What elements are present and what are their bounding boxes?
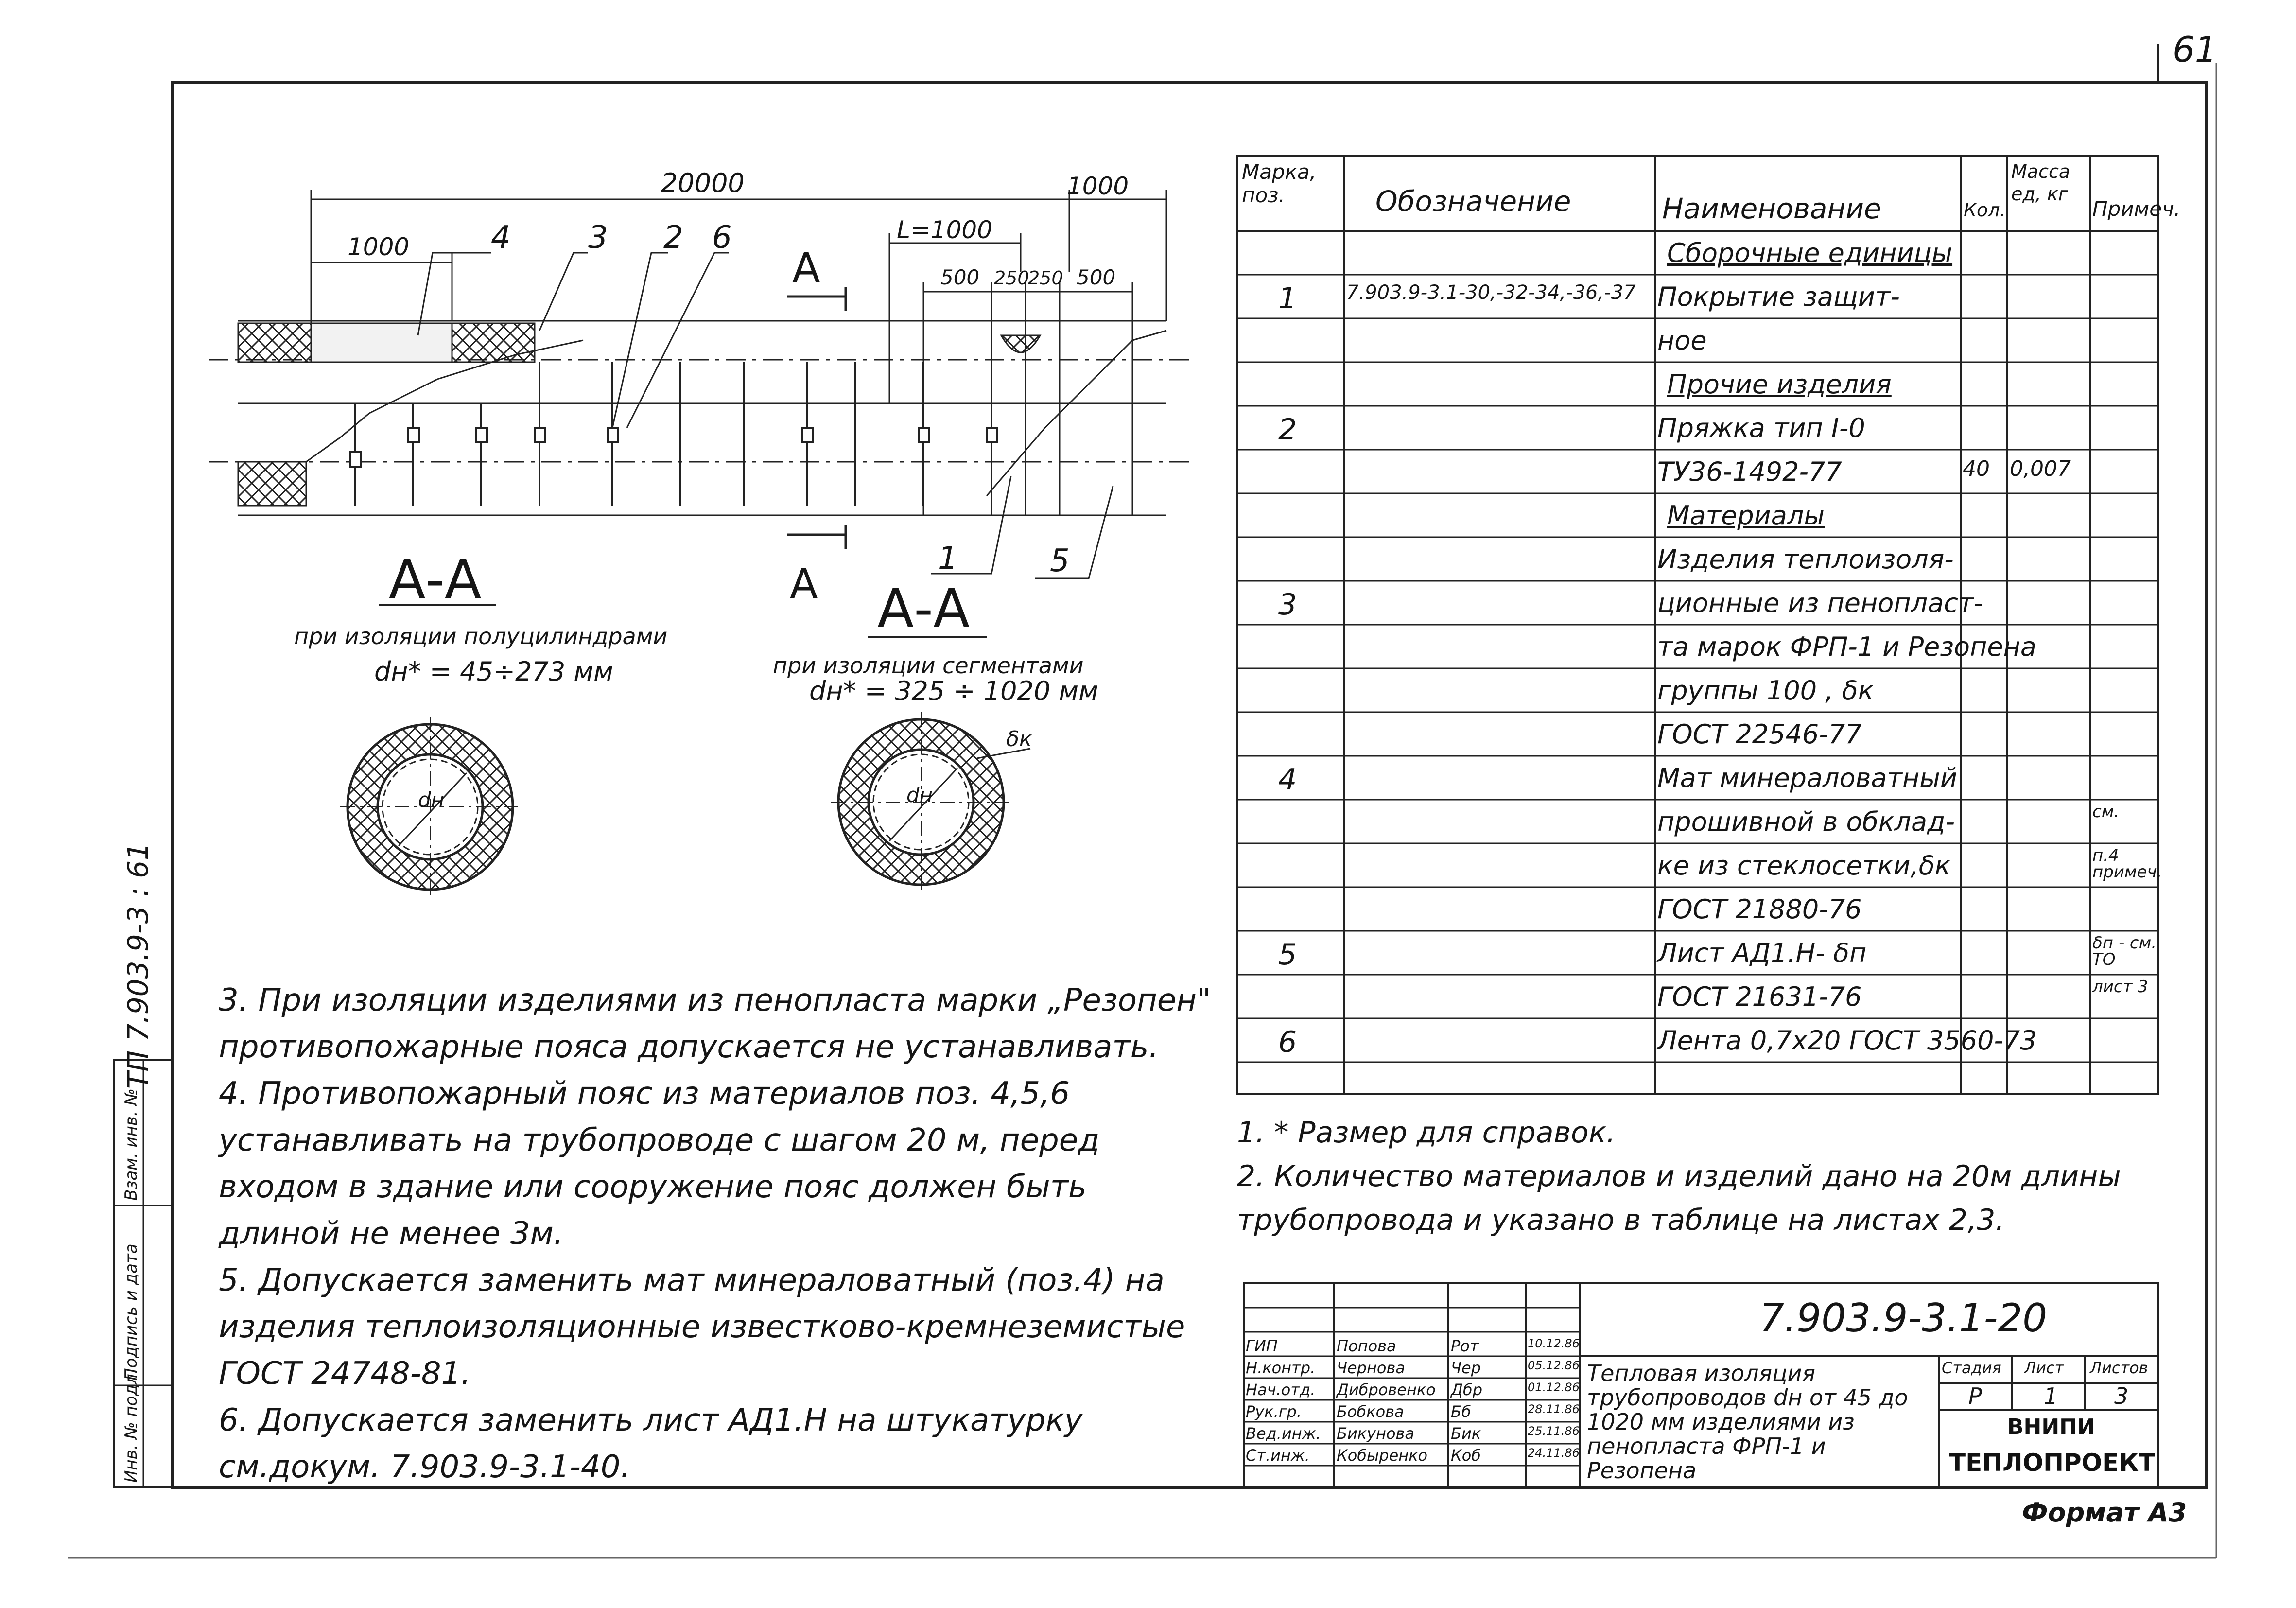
header-qty: Кол. — [1964, 199, 2006, 221]
dim-L: L=1000 — [897, 216, 992, 244]
note-2: 2. Количество материалов и изделий дано на 20м длины трубопровода и указано в таблице на листах 2,3. — [1237, 1159, 2121, 1237]
org-name-2: ТЕПЛОПРОЕКТ — [1949, 1449, 2156, 1477]
side-col-sign: Подпись и дата — [122, 1243, 141, 1381]
callout-6: 6 — [712, 220, 732, 256]
header-designation: Обозначение — [1375, 185, 1571, 218]
spec-pos: 3 — [1278, 588, 1297, 622]
section-right-caption: при изоляции сегментами — [773, 652, 1084, 679]
stage-value: Р — [1968, 1383, 1982, 1409]
spec-note: лист 3 — [2092, 977, 2148, 996]
side-col-inv: Инв. № подл. — [122, 1368, 141, 1483]
dim-total: 20000 — [661, 168, 745, 198]
label-dn-left: dн — [418, 788, 445, 812]
spec-designation: 7.903.9-3.1-30,-32-34,-36,-37 — [1346, 281, 1636, 304]
tb-name: Бикунова — [1337, 1424, 1414, 1443]
callout-1: 1 — [938, 541, 958, 577]
section-left-title: А-А — [389, 548, 482, 611]
note-1: 1. * Размер для справок. — [1237, 1116, 1616, 1150]
org-name-1: ВНИПИ — [2007, 1415, 2095, 1439]
side-document-code: ТП 7.903.9-3 : 61 — [122, 842, 155, 1089]
tb-name: Попова — [1337, 1337, 1396, 1355]
tb-date: 28.11.86 — [1528, 1402, 1580, 1416]
dim-500b: 500 — [1077, 265, 1116, 289]
spec-name: ГОСТ 22546-77 — [1657, 719, 1862, 750]
callout-4: 4 — [491, 220, 511, 256]
tb-date: 25.11.86 — [1528, 1424, 1580, 1438]
callout-5: 5 — [1050, 543, 1070, 579]
spec-note: δп - см. ТО — [2092, 933, 2157, 969]
note-5: 5. Допускается заменить мат минераловатный (поз.4) на изделия теплоизоляционные известково-кремнеземистые ГОСТ 24748-81. — [219, 1262, 1185, 1392]
dim-500a: 500 — [940, 265, 980, 289]
spec-name: Покрытие защит- — [1657, 281, 1900, 312]
spec-name: ционные из пенопласт- — [1657, 588, 1983, 618]
tb-name: Дибровенко — [1337, 1381, 1436, 1399]
doc-code: 7.903.9-3.1-20 — [1759, 1295, 2048, 1341]
note-3: 3. При изоляции изделиями из пенопласта марки „Резопен" противопожарные пояса допускается не устанавливать. — [219, 982, 1211, 1065]
tb-sign: Рот — [1451, 1337, 1479, 1355]
spec-name: Пряжка тип I-0 — [1657, 413, 1865, 443]
tb-role: Вед.инж. — [1246, 1424, 1321, 1443]
stage-label: Стадия — [1942, 1359, 2001, 1377]
spec-pos: 4 — [1278, 763, 1297, 797]
section-right-title: А-А — [877, 577, 970, 640]
section-left-caption: при изоляции полуцилиндрами — [294, 623, 668, 649]
header-note: Примеч. — [2092, 197, 2181, 221]
label-dn-right: dн — [906, 783, 933, 807]
spec-pos: 2 — [1278, 413, 1297, 447]
spec-name: Лист АД1.Н- δп — [1657, 938, 1867, 968]
tb-sign: Дбр — [1451, 1381, 1483, 1399]
tb-date: 10.12.86 — [1528, 1337, 1580, 1350]
section-mark-top: А — [792, 244, 820, 292]
spec-qty: 40 — [1963, 456, 1990, 481]
spec-pos: 1 — [1278, 281, 1297, 315]
spec-pos: 6 — [1278, 1025, 1297, 1059]
tb-role: Рук.гр. — [1246, 1402, 1302, 1421]
spec-name: прошивной в обклад- — [1657, 806, 1955, 837]
spec-name: та марок ФРП-1 и Резопена — [1657, 631, 2037, 662]
tb-date: 24.11.86 — [1528, 1446, 1580, 1460]
tb-role: ГИП — [1246, 1337, 1278, 1355]
spec-name: Сборочные единицы — [1667, 238, 1953, 268]
doc-title: Тепловая изоляция трубопроводов dн от 45 до 1020 мм изделиями из пенопласта ФРП-1 и Резопена — [1587, 1360, 1908, 1484]
spec-name: группы 100 , δк — [1657, 675, 1874, 706]
spec-note: п.4 примеч. — [2092, 846, 2162, 882]
dim-left: 1000 — [348, 233, 410, 261]
tb-role: Нач.отд. — [1246, 1381, 1316, 1399]
tb-sign: Коб — [1451, 1446, 1481, 1465]
section-left-dim: dн* = 45÷273 мм — [374, 656, 613, 687]
tb-date: 05.12.86 — [1528, 1359, 1580, 1372]
label-dk: δк — [1006, 727, 1032, 752]
spec-pos: 5 — [1278, 938, 1297, 972]
tb-name: Чернова — [1337, 1359, 1405, 1377]
section-right-dim: dн* = 325 ÷ 1020 мм — [809, 676, 1098, 706]
note-4: 4. Противопожарный пояс из материалов поз. 4,5,6 устанавливать на трубопроводе с шагом 20 м, перед входом в здание или сооружение пояс должен быть длиной не менее 3м. — [219, 1076, 1100, 1252]
tb-role: Ст.инж. — [1246, 1446, 1310, 1465]
spec-name: ке из стеклосетки,δк — [1657, 850, 1951, 881]
dim-250b: 250 — [1028, 267, 1063, 289]
spec-mass: 0,007 — [2010, 456, 2071, 481]
header-mass: Масса ед, кг — [2011, 161, 2070, 205]
format-label: Формат А3 — [2022, 1497, 2187, 1528]
spec-name: ное — [1657, 325, 1707, 356]
spec-name: Лента 0,7х20 ГОСТ 3560-73 — [1657, 1025, 2037, 1056]
spec-name: ГОСТ 21880-76 — [1657, 894, 1862, 925]
sheets-value: 3 — [2114, 1383, 2129, 1409]
spec-name: Изделия теплоизоля- — [1657, 544, 1954, 575]
section-mark-bottom: А — [790, 560, 818, 608]
side-col-replace: Взам. инв. № — [122, 1088, 141, 1201]
header-name: Наименование — [1662, 192, 1881, 225]
tb-sign: Бик — [1451, 1424, 1481, 1443]
callout-3: 3 — [588, 220, 608, 256]
note-6: 6. Допускается заменить лист АД1.Н на штукатурку см.докум. 7.903.9-3.1-40. — [219, 1402, 1083, 1485]
spec-name: Прочие изделия — [1667, 369, 1892, 400]
spec-name: ГОСТ 21631-76 — [1657, 981, 1862, 1012]
page-number: 61 — [2173, 29, 2217, 70]
dim-right: 1000 — [1067, 172, 1129, 200]
spec-name: ТУ36-1492-77 — [1657, 456, 1842, 487]
sheet-value: 1 — [2044, 1383, 2058, 1409]
spec-name: Мат минераловатный — [1657, 763, 1957, 793]
spec-name: Материалы — [1667, 500, 1825, 531]
tb-name: Кобыренко — [1337, 1446, 1428, 1465]
tb-sign: Чер — [1451, 1359, 1481, 1377]
header-pos: Марка, поз. — [1242, 160, 1317, 207]
tb-name: Бобкова — [1337, 1402, 1404, 1421]
sheets-label: Листов — [2090, 1359, 2148, 1377]
callout-2: 2 — [663, 220, 683, 256]
tb-role: Н.контр. — [1246, 1359, 1316, 1377]
dim-250a: 250 — [994, 267, 1029, 289]
sheet-label: Лист — [2024, 1359, 2064, 1377]
tb-sign: Бб — [1451, 1402, 1471, 1421]
tb-date: 01.12.86 — [1528, 1381, 1580, 1394]
spec-note: см. — [2092, 802, 2120, 821]
